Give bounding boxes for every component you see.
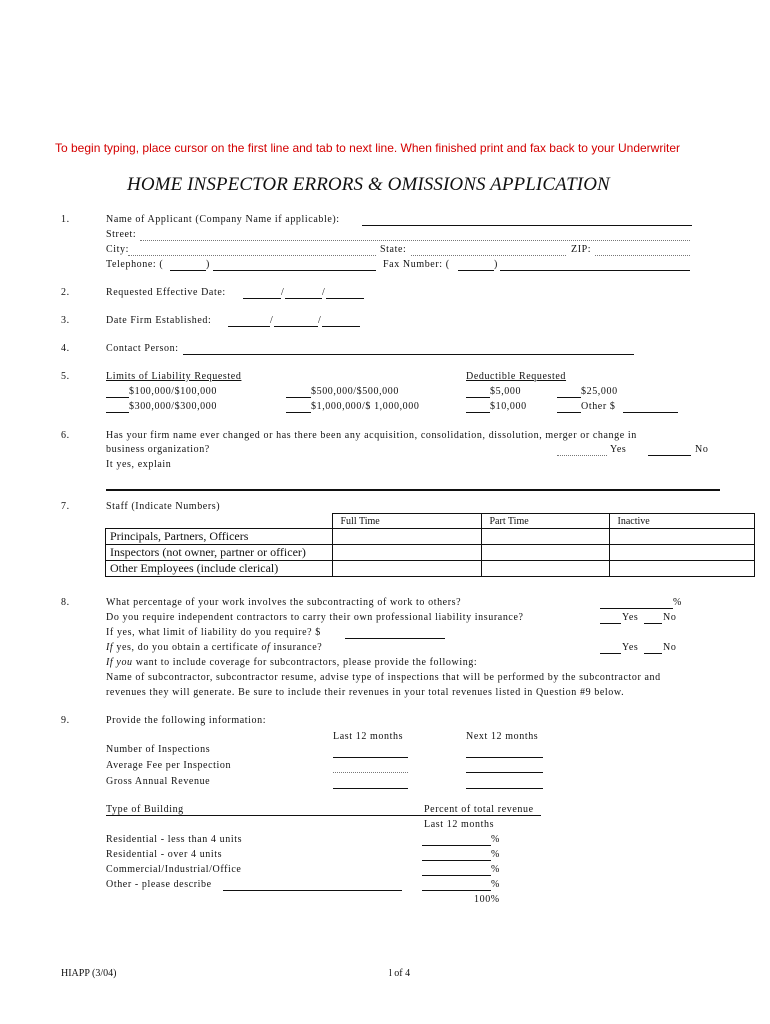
deductible-option-3: $25,000 <box>581 386 618 397</box>
date-established-sep1: / <box>270 315 273 326</box>
date-established-month-field[interactable] <box>228 326 270 327</box>
q6-no-label: No <box>695 444 709 455</box>
q6-explain-label: It yes, explain <box>106 459 172 470</box>
staff-row-principals: Principals, Partners, Officers <box>106 529 333 545</box>
date-established-label: Date Firm Established: <box>106 315 212 326</box>
limit-option-3-checkbox[interactable] <box>286 397 311 398</box>
street-field[interactable] <box>140 240 690 241</box>
limit-option-1-checkbox[interactable] <box>106 397 129 398</box>
date-established-sep2: / <box>318 315 321 326</box>
effective-date-label: Requested Effective Date: <box>106 287 226 298</box>
telephone-paren: ) <box>206 259 210 270</box>
contact-person-field[interactable] <box>183 354 634 355</box>
city-field[interactable] <box>128 255 376 256</box>
staff-col-part-time: Part Time <box>481 514 609 529</box>
q6-yes-label: Yes <box>610 444 627 455</box>
inspectors-part-time-cell[interactable] <box>481 545 609 561</box>
q8-line6: Name of subcontractor, subcontractor resume, advise type of inspections that will be performed by the subcontractor and <box>106 672 661 683</box>
q8-contractors-yes-label: Yes <box>622 612 639 623</box>
q8-line5 <box>106 657 477 668</box>
deductible-option-1-checkbox[interactable] <box>466 397 490 398</box>
row-gross-revenue: Gross Annual Revenue <box>106 776 211 787</box>
row-average-fee: Average Fee per Inspection <box>106 760 232 771</box>
staff-row-other-employees: Other Employees (include clerical) <box>106 561 333 577</box>
q3-number: 3. <box>61 315 70 326</box>
other-part-time-cell[interactable] <box>481 561 609 577</box>
deductible-title: Deductible Requested <box>466 371 567 382</box>
avg-fee-next-12-field[interactable] <box>466 772 543 773</box>
other-deductible-field[interactable] <box>623 412 678 413</box>
deductible-option-2-checkbox[interactable] <box>466 412 490 413</box>
q8-line3: If yes, what limit of liability do you require? $ <box>106 627 321 638</box>
limit-option-4-checkbox[interactable] <box>286 412 311 413</box>
revenue-next-12-field[interactable] <box>466 788 543 789</box>
limit-option-2: $300,000/$300,000 <box>129 401 217 412</box>
q6-yes-field[interactable] <box>557 455 607 456</box>
q8-certificate-no-field[interactable] <box>644 653 662 654</box>
other-percent-sign: % <box>491 879 500 890</box>
q8-line2: Do you require independent contractors to carry their own professional liability insurance? <box>106 612 524 623</box>
building-type-commercial: Commercial/Industrial/Office <box>106 864 242 875</box>
table-row <box>106 545 755 561</box>
street-label: Street: <box>106 229 137 240</box>
limits-title: Limits of Liability Requested <box>106 371 242 382</box>
inspectors-inactive-cell[interactable] <box>609 545 754 561</box>
limit-option-2-checkbox[interactable] <box>106 412 129 413</box>
col-next-12-months: Next 12 months <box>466 731 539 742</box>
revenue-last-12-field[interactable] <box>333 788 408 789</box>
building-type-other: Other - please describe <box>106 879 212 890</box>
date-established-year-field[interactable] <box>322 326 360 327</box>
staff-table-header <box>106 514 755 529</box>
deductible-option-3-checkbox[interactable] <box>557 397 581 398</box>
effective-date-sep2: / <box>322 287 325 298</box>
type-of-building-label: Type of Building <box>106 804 184 815</box>
effective-date-sep1: / <box>281 287 284 298</box>
q8-certificate-no-label: No <box>663 642 677 653</box>
liability-limit-field[interactable] <box>345 638 445 639</box>
q8-line4 <box>106 642 322 653</box>
fax-label: Fax Number: ( <box>383 259 450 270</box>
inspections-last-12-field[interactable] <box>333 757 408 758</box>
staff-col-inactive: Inactive <box>609 514 754 529</box>
q8-contractors-no-field[interactable] <box>644 623 662 624</box>
avg-fee-last-12-field[interactable] <box>333 772 408 773</box>
q8-contractors-no-label: No <box>663 612 677 623</box>
inspectors-full-time-cell[interactable] <box>332 545 481 561</box>
effective-date-year-field[interactable] <box>326 298 364 299</box>
res-over-4-percent-sign: % <box>491 849 500 860</box>
q8-line4-of: of <box>261 642 271 653</box>
fax-area-code-field[interactable] <box>458 270 494 271</box>
q1-number: 1. <box>61 214 70 225</box>
q9-number: 9. <box>61 715 70 726</box>
q8-line5-post: want to include coverage for subcontractors, please provide the following: <box>132 657 478 668</box>
deductible-option-4: Other $ <box>581 401 616 412</box>
zip-field[interactable] <box>595 255 690 256</box>
percent-last-12-label: Last 12 months <box>424 819 495 830</box>
contact-person-label: Contact Person: <box>106 343 179 354</box>
other-building-description-field[interactable] <box>223 890 402 891</box>
effective-date-month-field[interactable] <box>243 298 281 299</box>
staff-col-full-time: Full Time <box>332 514 481 529</box>
percent-of-revenue-label: Percent of total revenue <box>424 804 534 815</box>
applicant-name-field[interactable] <box>362 225 692 226</box>
inspections-next-12-field[interactable] <box>466 757 543 758</box>
other-full-time-cell[interactable] <box>332 561 481 577</box>
page-number: l of 4 <box>389 968 411 979</box>
table-row <box>106 529 755 545</box>
form-title: HOME INSPECTOR ERRORS & OMISSIONS APPLICATION <box>127 174 610 195</box>
other-percent-field[interactable] <box>422 890 491 891</box>
commercial-percent-field[interactable] <box>422 875 491 876</box>
telephone-area-code-field[interactable] <box>170 270 206 271</box>
subcontracting-percent-sign: % <box>673 597 682 608</box>
q8-line5-if-you: If you <box>106 657 133 668</box>
res-under-4-percent-sign: % <box>491 834 500 845</box>
principals-inactive-cell[interactable] <box>609 529 754 545</box>
q8-line4-if: If <box>106 642 114 653</box>
deductible-option-4-checkbox[interactable] <box>557 412 581 413</box>
q6-line1: Has your firm name ever changed or has there been any acquisition, consolidation, dissolution, merger or change in <box>106 430 637 441</box>
principals-full-time-cell[interactable] <box>332 529 481 545</box>
q6-no-field[interactable] <box>648 455 691 456</box>
zip-label: ZIP: <box>571 244 592 255</box>
limit-option-1: $100,000/$100,000 <box>129 386 217 397</box>
typing-instruction: To begin typing, place cursor on the first line and tab to next line. When finished print and fax back to your Underwriter <box>55 141 681 155</box>
q8-number: 8. <box>61 597 70 608</box>
type-of-building-rule <box>106 815 541 816</box>
q6-explain-field[interactable] <box>106 489 720 491</box>
q6-number: 6. <box>61 430 70 441</box>
fax-paren: ) <box>494 259 498 270</box>
q4-number: 4. <box>61 343 70 354</box>
telephone-number-field[interactable] <box>213 270 376 271</box>
table-row <box>106 561 755 577</box>
effective-date-day-field[interactable] <box>285 298 322 299</box>
form-id: HIAPP (3/04) <box>61 968 117 979</box>
staff-table <box>105 513 755 577</box>
state-field[interactable] <box>411 255 566 256</box>
limit-option-4: $1,000,000/$ 1,000,000 <box>311 401 420 412</box>
applicant-name-label: Name of Applicant (Company Name if applicable): <box>106 214 340 225</box>
commercial-percent-sign: % <box>491 864 500 875</box>
row-number-of-inspections: Number of Inspections <box>106 744 211 755</box>
q8-line1: What percentage of your work involves the subcontracting of work to others? <box>106 597 462 608</box>
staff-label: Staff (Indicate Numbers) <box>106 501 221 512</box>
q6-line2: business organization? <box>106 444 210 455</box>
city-label: City: <box>106 244 130 255</box>
q2-number: 2. <box>61 287 70 298</box>
res-under-4-percent-field[interactable] <box>422 845 491 846</box>
principals-part-time-cell[interactable] <box>481 529 609 545</box>
subcontracting-percent-field[interactable] <box>600 608 673 609</box>
q8-certificate-yes-label: Yes <box>622 642 639 653</box>
fax-number-field[interactable] <box>500 270 690 271</box>
q7-number: 7. <box>61 501 70 512</box>
q8-line4-post: insurance? <box>270 642 323 653</box>
staff-row-inspectors: Inspectors (not owner, partner or officer) <box>106 545 333 561</box>
deductible-option-2: $10,000 <box>490 401 527 412</box>
state-label: State: <box>380 244 407 255</box>
res-over-4-percent-field[interactable] <box>422 860 491 861</box>
building-type-res-under-4: Residential - less than 4 units <box>106 834 243 845</box>
q8-certificate-yes-field[interactable] <box>600 653 621 654</box>
building-type-res-over-4: Residential - over 4 units <box>106 849 223 860</box>
col-last-12-months: Last 12 months <box>333 731 404 742</box>
q8-line7: revenues they will generate. Be sure to include their revenues in your total revenues listed in Question #9 below. <box>106 687 625 698</box>
limit-option-3: $500,000/$500,000 <box>311 386 399 397</box>
staff-header-blank <box>106 514 333 529</box>
date-established-day-field[interactable] <box>274 326 318 327</box>
q5-number: 5. <box>61 371 70 382</box>
telephone-label: Telephone: ( <box>106 259 164 270</box>
q9-label: Provide the following information: <box>106 715 267 726</box>
deductible-option-1: $5,000 <box>490 386 522 397</box>
other-inactive-cell[interactable] <box>609 561 754 577</box>
q8-contractors-yes-field[interactable] <box>600 623 621 624</box>
percent-total: 100% <box>474 894 500 905</box>
q8-line4-mid: yes, do you obtain a certificate <box>113 642 262 653</box>
